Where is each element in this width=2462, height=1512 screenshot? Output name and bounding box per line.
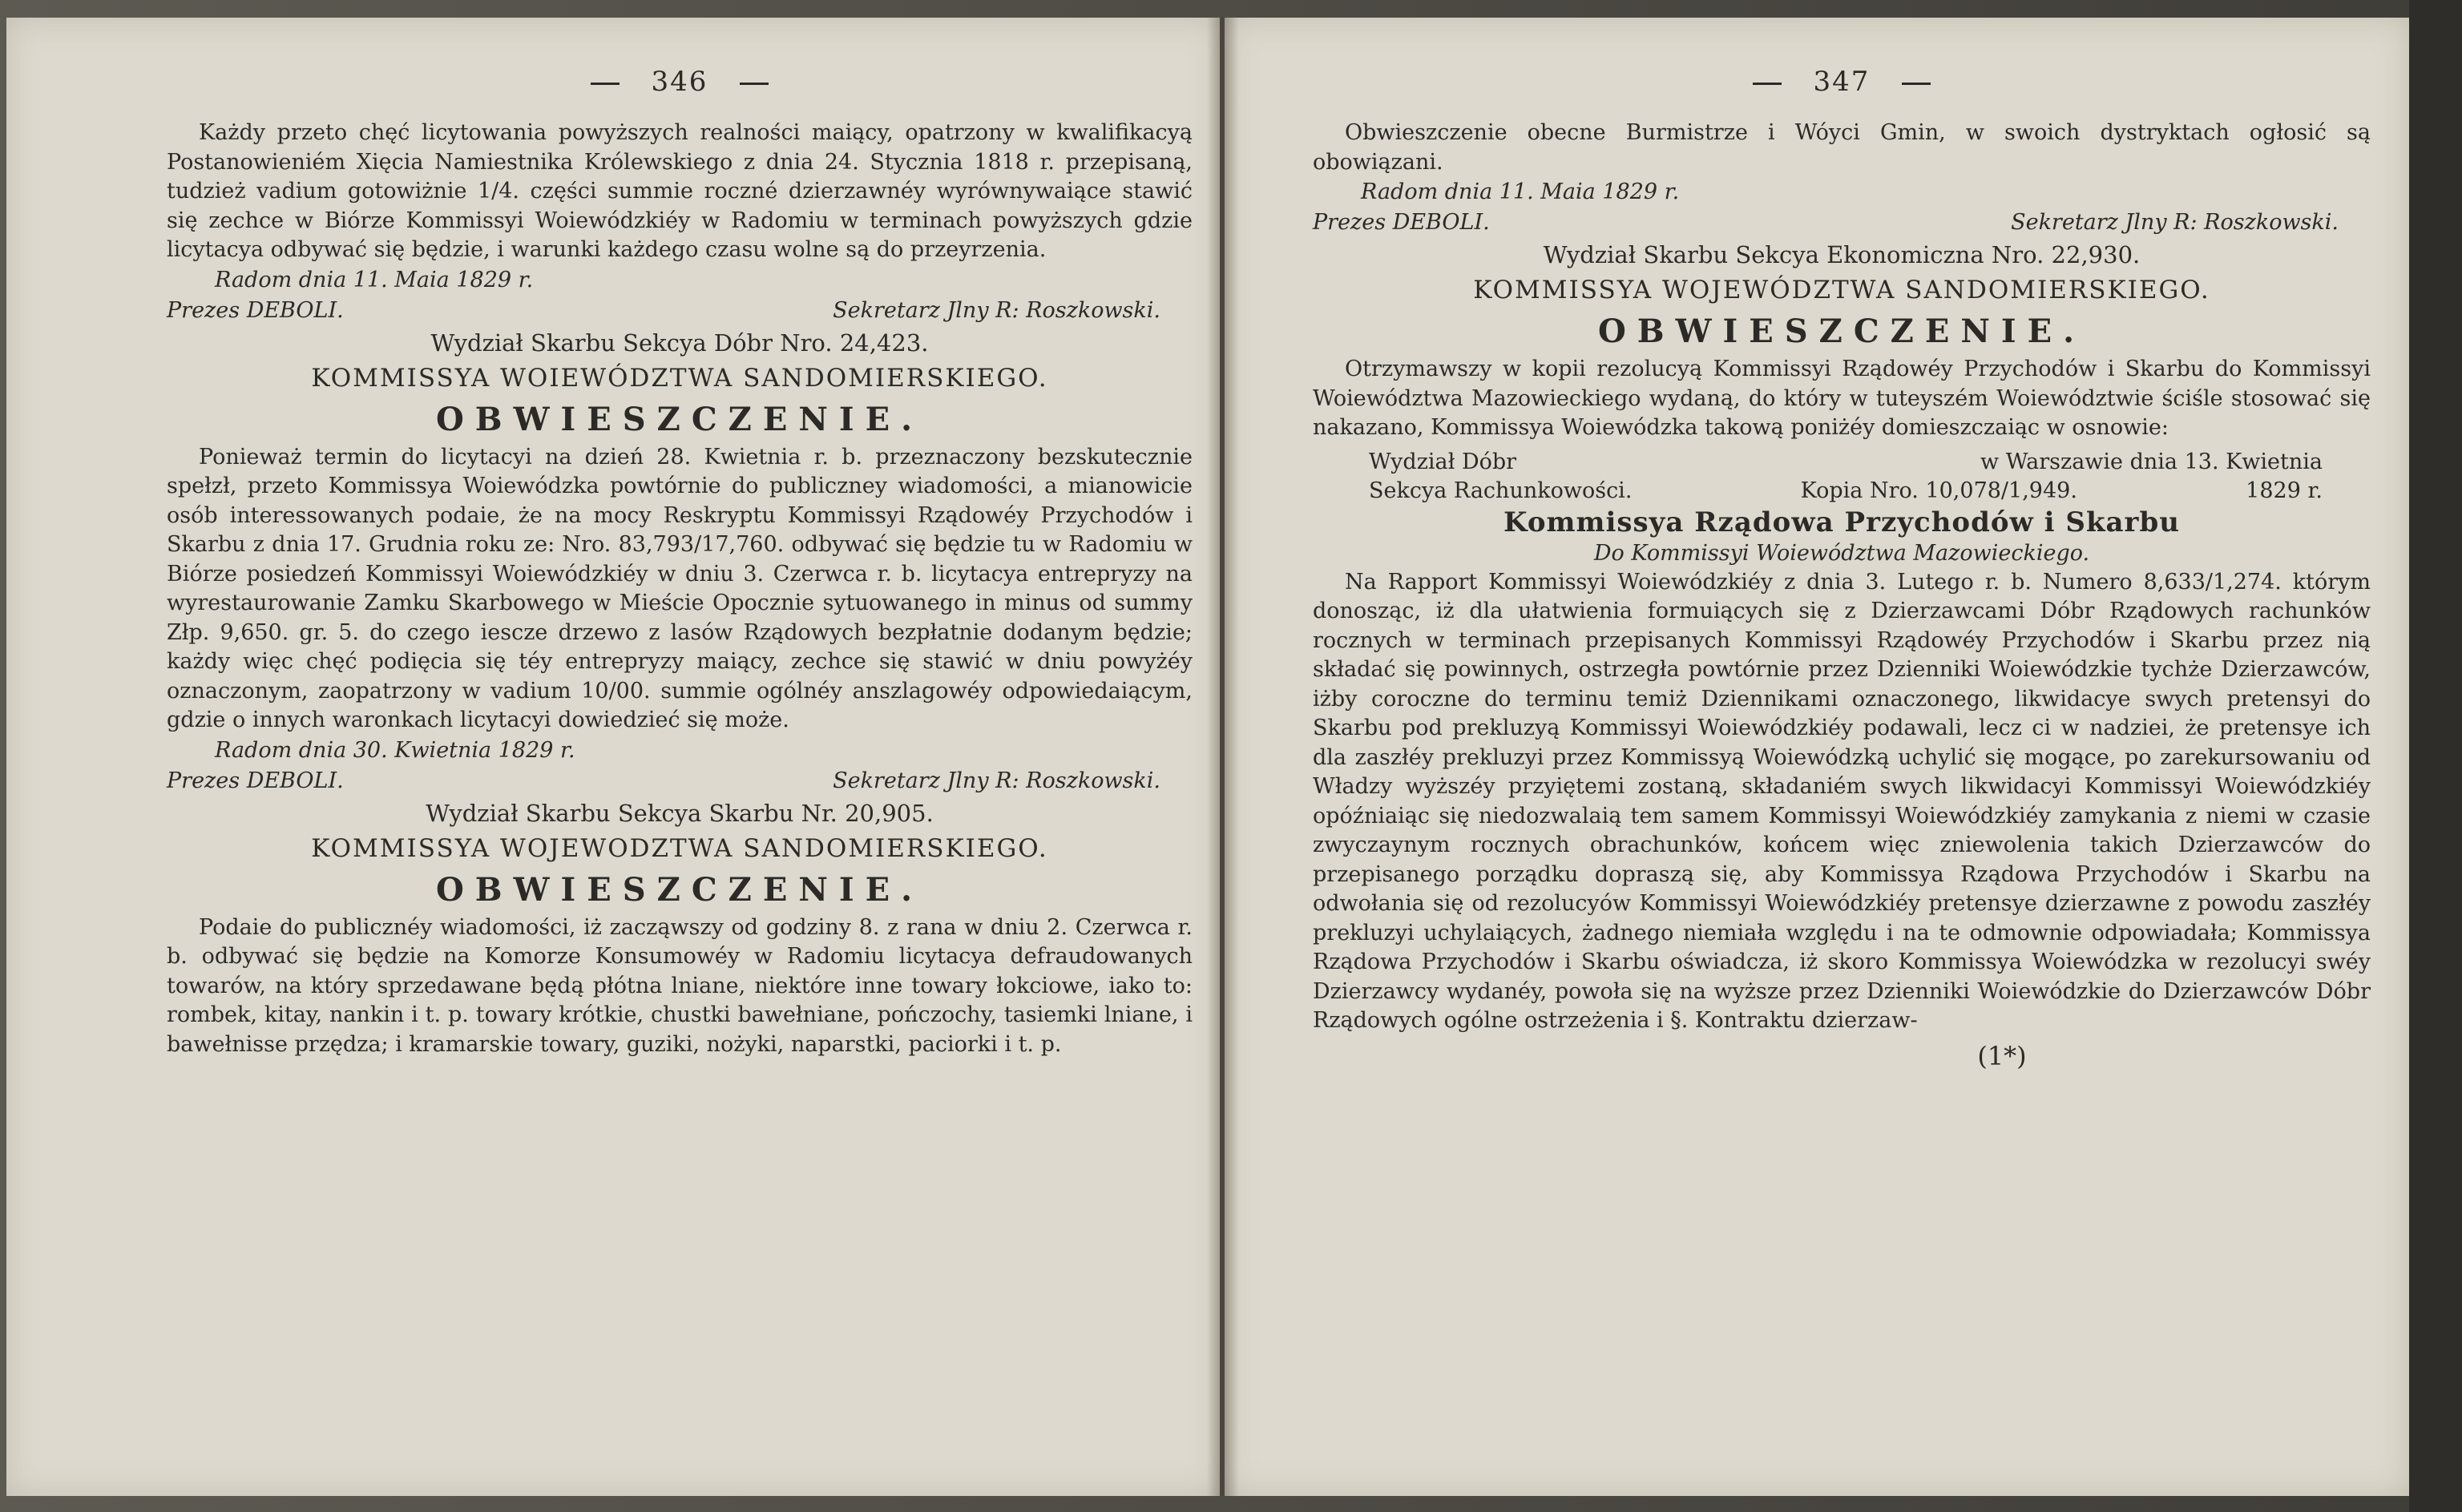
notice-date: Radom dnia 11. Maia 1829 r. [215, 267, 534, 292]
sekretarz-signature: Sekretarz Jlny R: Roszkowski. [2011, 210, 2339, 235]
copy-header-row [1313, 448, 2371, 477]
sekretarz-signature: Sekretarz Jlny R: Roszkowski. [833, 297, 1160, 323]
page-number-text: 347 [1813, 66, 1871, 98]
notice-body: Każdy przeto chęć licytowania powyższych realności maiący, opatrzony w kwalifikacyą Postanowieniém Xięcia Namiestnika Królewskiego z dnia 24. Stycznia 1818 r. przepisaną, tudzież vadium gotowiżnie 1/4. części summie roczné dzierzawnéy wyrównywaiące stawić się zechce w Biórze Kommissyi Woiewódzkiéy w Radomiu w terminach powyższych gdzie licytacya odbywać się będzie, i warunki każdego czasu wolne są do przeyrzenia. [167, 120, 1193, 262]
book-gutter [1207, 18, 1239, 1496]
right-page-column [1313, 66, 2371, 1071]
addressee-line: Do Kommissyi Woiewództwa Mazowieckiego. [1593, 540, 2090, 566]
notice-signature [1313, 208, 2371, 238]
notice-intro: Otrzymawszy w kopii rezolucyą Kommissyi Rządowéy Przychodów i Skarbu do Kommissyi Woiewództwa Mazowieckiego wydaną, do który w tuteyszém Woiewództwie ściśle stosować się nakazano, Kommissya Woiewódzka takową poniżéy domieszczaiąc w osnowie: [1313, 357, 2371, 440]
kommissya-heading: KOMMISSYA WOJEWÓDZTWA SANDOMIERSKIEGO. [1473, 276, 2210, 304]
notice-body: Obwieszczenie obecne Burmistrze i Wóyci Gmin, w swoich dystryktach ogłosić są obowiązani. [1313, 120, 2371, 175]
obwieszczenie-title: OBWIESZCZENIE. [435, 870, 924, 909]
scan-right-edge [2409, 0, 2462, 1512]
kommissya-heading: KOMMISSYA WOIEWÓDZTWA SANDOMIERSKIEGO. [311, 363, 1048, 393]
sekretarz-signature: Sekretarz Jlny R: Roszkowski. [833, 768, 1160, 793]
copy-right-2: 1829 r. [2246, 478, 2323, 503]
signature-mark: (1*) [1977, 1040, 2027, 1071]
department-line: Wydział Skarbu Sekcya Ekonomiczna Nro. 22,930. [1543, 241, 2141, 268]
notice-body: Ponieważ termin do licytacyi na dzień 28. Kwietnia r. b. przeznaczony bezskutecznie spełzł, przeto Kommissya Woiewódzka powtórnie do publiczney wiadomości, a mianowicie osób interessowanych podaie, że na mocy Reskryptu Kommissyi Rządowéy Przychodów i Skarbu z dnia 17. Grudnia roku ze: Nro. 83,793/17,760. odbywać się będzie tu w Radomiu w Biórze posiedzeń Kommissyi Woiewódzkiéy w dniu 3. Czerwca r. b. licytacya entrepryzy na wyrestaurowanie Zamku Skarbowego w Mieście Opocznie sytuowanego in minus od summy Złp. 9,650. gr. 5. do czego iescze drzewo z lasów Rządowych bezpłatnie dodanym będzie; każdy więc chęć podięcia się téy entrepryzy maiący, zechce się stawić w dniu powyżéy oznaczonym, zaopatrzony w vadium 10/00. summie ogólnéy anszlagowéy odpowiedaiącym, gdzie o innych waronkach licytacyi dowiedzieć się może. [167, 444, 1193, 732]
right-page [1225, 18, 2409, 1496]
notice-date: Radom dnia 11. Maia 1829 r. [1361, 179, 1680, 204]
kommissya-heading: KOMMISSYA WOJEWODZTWA SANDOMIERSKIEGO. [311, 833, 1048, 863]
left-page [6, 18, 1220, 1496]
copy-left-1: Wydział Dóbr [1369, 449, 1517, 474]
copy-header-row [1313, 477, 2371, 506]
notice-signature [167, 296, 1193, 326]
copy-left-2: Sekcya Rachunkowości. [1369, 478, 1633, 503]
right-page-number [1313, 66, 2371, 101]
notice-date: Radom dnia 30. Kwietnia 1829 r. [215, 737, 575, 763]
obwieszczenie-title: OBWIESZCZENIE. [435, 400, 924, 438]
department-line: Wydział Skarbu Sekcya Dóbr Nro. 24,423. [430, 329, 929, 357]
kommissya-rzadowa-heading: Kommissya Rządowa Przychodów i Skarbu [1503, 506, 2180, 538]
notice-body: Podaie do publicznéy wiadomości, iż zacząwszy od godziny 8. z rana w dniu 2. Czerwca r. b. odbywać się będzie na Komorze Konsumowéy w Radomiu licytacya defraudowanych towarów, na który sprzedawane będą płótna lniane, niektóre inne towary łokciowe, iako to: rombek, kitay, nankin i t. p. towary krótkie, chustki bawełniane, pończochy, tasiemki lniane, i bawełnisse przędza; i kramarskie towary, guziki, nożyki, naparstki, paciorki i t. p. [167, 914, 1193, 1057]
left-page-column [167, 66, 1193, 1059]
prezes-signature: Prezes DEBOLI. [1313, 210, 1490, 235]
prezes-signature: Prezes DEBOLI. [167, 768, 344, 793]
page-number-text: 346 [651, 66, 708, 98]
left-page-number [167, 66, 1193, 101]
copy-right-1: w Warszawie dnia 13. Kwietnia [1980, 449, 2323, 474]
rezolucya-body: Na Rapport Kommissyi Woiewódzkiéy z dnia 3. Lutego r. b. Numero 8,633/1,274. którym donosząc, iż dla ułatwienia formuiących się z Dzierzawcami Dóbr Rządowych rachunków rocznych w terminach przepisanych Kommissyi Rządowéy Przychodów i Skarbu przez nią składać się powinnych, ostrzegła powtórnie przez Dzienniki Woiewódzkie tychże Dzierzawców, iżby coroczne do terminu temiż Dziennikami oznaczonego, likwidacye swych pretensyi do Skarbu pod prekluzyą Kommissyi Woiewódzkiéy podawali, lecz ci w nadziei, że pretensye ich dla zaszłéy prekluzyi przez Kommissyą Woiewódzką uchylić się mogące, po zarekursowaniu od Władzy wyższéy przyiętemi zostaną, składaniém swych likwidacyi Kommissyi Woiewódzkiéy opóźniaiąc się niedozwalaią tem samem Kommissyi Woiewódzkiéy zamykania z niemi w czasie zwyczaynym rocznych obrachunków, końcem więc zniewolenia takich Dzierzawców do przepisanego porządku dopraszą się, aby Kommissya Rządowa Przychodów i Skarbu na odwołania się od rezolucyów Kommissyi Woiewódzkiéy pretensye dzierzawne z powodu zaszłéy prekluzyi uchylaiących, żadnego niemiała względu i na te odmownie odpowiadała; Kommissya Rządowa Przychodów i Skarbu oświadcza, iż skoro Kommissya Woiewódzka w rezolucyi swéy Dzierzawcy wydanéy, powoła się na wyższe przez Dzienniki Woiewódzkie do Dzierzawców Dóbr Rządowych ogólne ostrzeżenia i §. Kontraktu dzierzaw- [1313, 569, 2371, 1033]
prezes-signature: Prezes DEBOLI. [167, 297, 344, 323]
notice-signature [167, 766, 1193, 796]
department-line: Wydział Skarbu Sekcya Skarbu Nr. 20,905. [426, 799, 934, 827]
obwieszczenie-title: OBWIESZCZENIE. [1597, 312, 2086, 350]
copy-mid-2: Kopia Nro. 10,078/1,949. [1800, 478, 2077, 503]
